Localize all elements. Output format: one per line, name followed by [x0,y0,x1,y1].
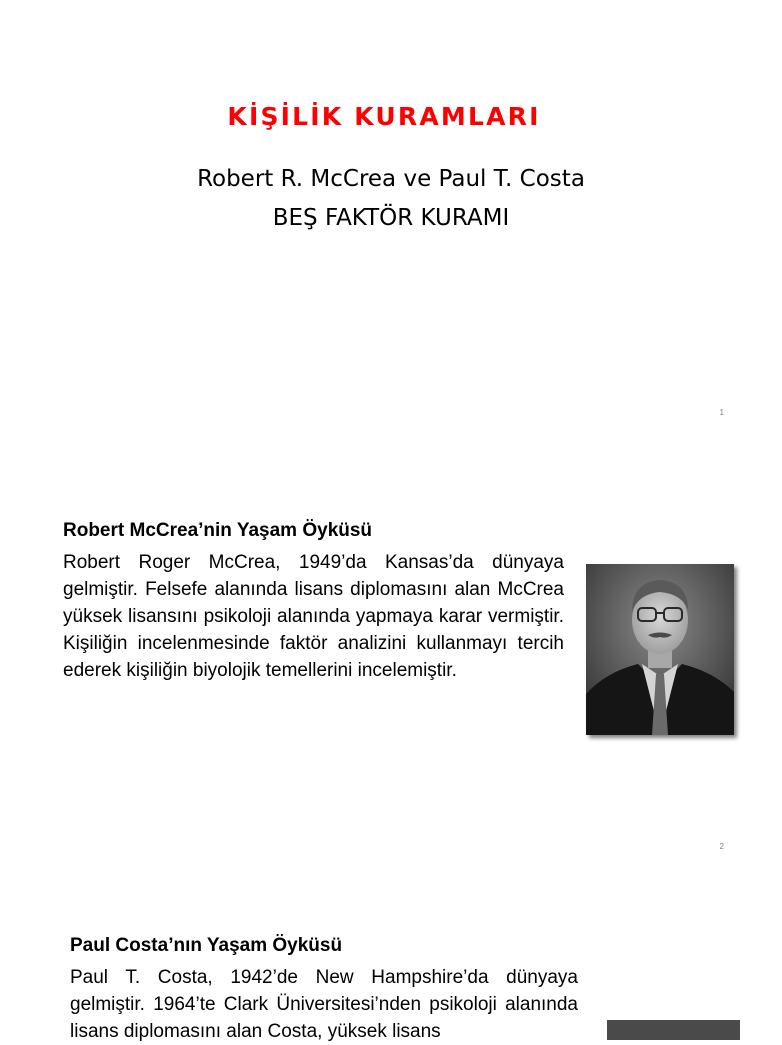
page-number: 1 [719,408,724,417]
biography-text: Robert Roger McCrea, 1949’da Kansas’da dünyaya gelmiştir. Felsefe alanında lisans diplomasını alan McCrea yüksek lisansını psikoloji alanında yapmaya karar vermiştir. Kişiliğin incelenmesinde faktör analizini kullanmayı tercih ederek kişiliğin biyolojik temellerini incelemiştir. [63,552,564,681]
slide-2 [0,434,768,868]
slide-3 [0,868,768,1042]
section-heading: Robert McCrea’nin Yaşam Öyküsü [63,520,373,541]
portrait-photo [607,1020,740,1040]
slide-1 [0,0,768,434]
slide-subtitle-theory: BEŞ FAKTÖR KURAMI [272,205,510,231]
biography-text: Paul T. Costa, 1942’de New Hampshire’da dünyaya gelmiştir. 1964’te Clark Üniversitesi’nden psikoloji alanında lisans diplomasını alan Costa, yüksek lisans [70,967,578,1042]
page-number: 2 [719,842,724,851]
slide-title: KİŞİLİK KURAMLARI [227,102,541,131]
slide-subtitle-authors: Robert R. McCrea ve Paul T. Costa [197,166,585,192]
portrait-photo [586,564,734,735]
section-heading: Paul Costa’nın Yaşam Öyküsü [70,935,343,956]
